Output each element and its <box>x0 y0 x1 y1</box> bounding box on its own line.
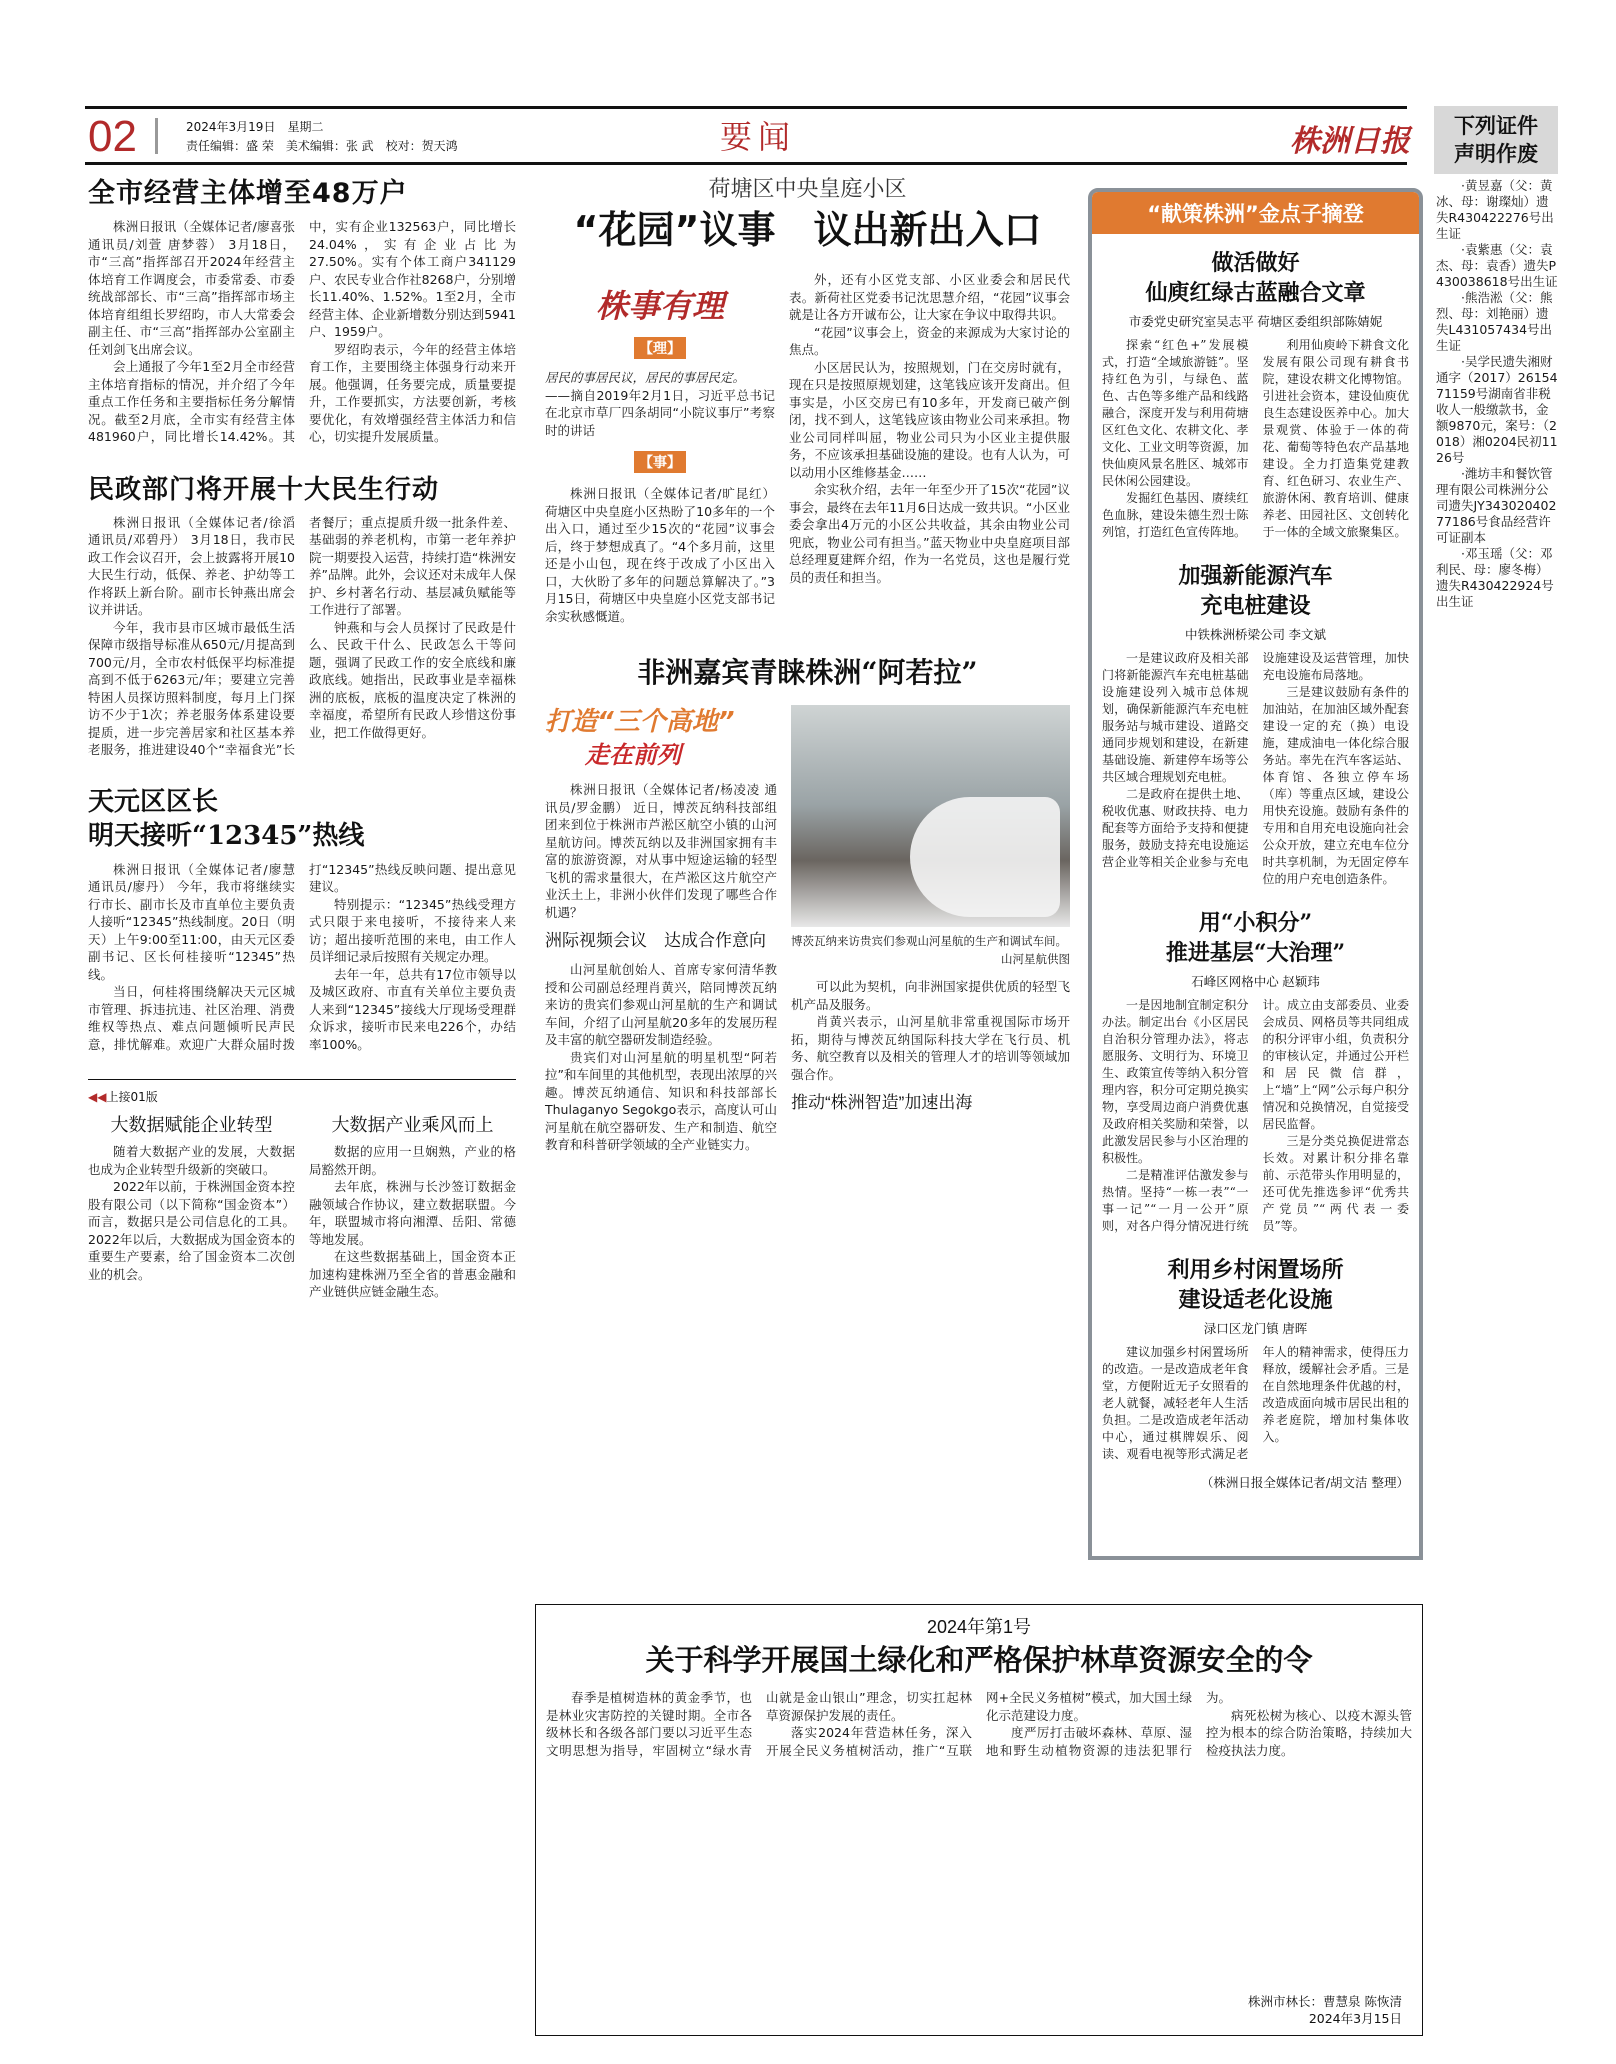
paragraph: 特别提示：“12345”热线受理方式只限于来电接听，不接待来人来访；超出接听范围的来电，由工作人员详细记录后按照有关规定办理。 <box>309 896 516 964</box>
paragraph: 罗绍昀表示，今年的经营主体培育工作，主要围绕主体强身行动来开展。他强调，任务要完成，质量要提升，工作要抓实，方法要创新，考核要优化，有效增强经营主体活力和信心，切实提升发展质量。 <box>309 341 516 444</box>
article-body <box>545 781 777 921</box>
paragraph: 当日，何桂将围绕解决天元区城市管理、拆违抗违、社区治理、消费维权等热点、难点问题倾听民声民意，排忧解难。欢迎广大群众届时拨打“12345”热线反映问题、提出意见建议。 <box>88 861 516 1052</box>
jump-label[interactable]: 上接01版 <box>106 1090 158 1104</box>
paragraph: 度严厉打击破坏森林、草原、湿地和野生动植物资源的违法犯罪行为。 <box>986 1690 1232 1758</box>
paragraph: “花园”议事会上，资金的来源成为大家讨论的焦点。 <box>789 324 1070 357</box>
paragraph: 一是建议政府及相关部门将新能源汽车充电桩基础设施建设列入城市总体规划，确保新能源汽车充电桩服务站与城市建设、道路交通同步规划和建设，在新建基础设施、新建停车场等公共区域合理规划充电桩。 <box>1102 651 1249 784</box>
paragraph: 去年一年，总共有17位市领导以及城区政府、市直有关单位主要负责人来到“12345”接线大厅现场受理群众诉求，接听市民来电226个，办结率100%。 <box>309 966 516 1052</box>
paragraph: 肖黄兴表示，山河星航非常重视国际市场开拓，期待与博茨瓦纳国际科技大学在飞行员、机务、航空教育以及相关的管理人才的培训等领域加强合作。 <box>791 1014 1070 1082</box>
column-logo: 株事有理 <box>595 287 724 325</box>
header-top-rule <box>85 106 1407 109</box>
page-number: 02 <box>88 112 137 161</box>
proposal-byline: 市委党史研究室吴志平 荷塘区委组织部陈婧妮 <box>1128 315 1383 329</box>
paragraph: 一是因地制宜制定积分办法。制定出台《小区居民自治积分管理办法》，将志愿服务、文明行为、环境卫生、政策宣传等纳入积分管理内容，积分可定期兑换实物，享受周边商户消费优惠及政府相关奖励和荣誉，以此激发居民参与小区治理的积极性。 <box>1102 998 1249 1165</box>
proposals-box <box>1088 188 1423 1560</box>
article-garden-council <box>545 172 1070 625</box>
notices-title: 下列证件 <box>1454 114 1538 138</box>
paragraph: 探索“红色+”发展模式，打造“全域旅游链”。坚持红色为引，与绿色、蓝色、古色等多维产品和线路融合，深度开发与利用荷塘区红色文化、农耕文化、孝文化、工业文明等资源，加快仙庾风景名胜区、城郊市民休闲公园建设。 <box>1102 338 1249 488</box>
subheading: 大数据赋能企业转型 <box>110 1115 273 1135</box>
paragraph: 山河星航创始人、首席专家何清华教授和公司副总经理肖黄兴，陪同博茨瓦纳来访的贵宾们参观山河星航的生产和调试车间，介绍了山河星航20多年的发展历程及丰富的航空器研发制造经验。 <box>545 962 777 1047</box>
proposal-title: 用“小积分” <box>1198 910 1313 936</box>
proposal-list <box>1102 248 1409 1463</box>
photo-credit: 山河星航供图 <box>1001 951 1070 966</box>
paragraph: 去年底，株洲与长沙签订数据金融领域合作协议，建立数据联盟。今年，联盟城市将向湘潭、岳阳、常德等地发展。 <box>309 1179 516 1247</box>
headline: 非洲嘉宾青睐株洲“阿若拉” <box>637 656 978 689</box>
paragraph: 小区居民认为，按照规划，门在交房时就有，现在只是按照原规划建，这笔钱应该开发商出。但事实是，小区交房已有10多年，开发商已破产倒闭，找不到人，这笔钱应该由物业公司来承担。物业公司同样叫屈，物业公司只为小区业主提供服务，不应该承担基础设施的建设。也有人认为，可以动用小区维修基金…… <box>789 359 1070 480</box>
notice-item: ·黄昱嘉（父：黄冰、母：谢璨灿）遗失R430422276号出生证 <box>1436 178 1554 241</box>
paragraph: 株洲日报讯（全媒体记者/廖喜张 通讯员/刘萱 唐梦蓉） 3月18日，市“三高”指挥部召开2024年经营主体培育工作调度会，市委常委、市委统战部部长、市“三高”指挥部市场主体培育组组长罗绍昀，市人大常委会副主任、市“三高”指挥部办公室副主任刘剑飞出席会议。 <box>88 219 295 357</box>
notice-item: ·熊浩淞（父：熊烈、母：刘艳丽）遗失L431057434号出生证 <box>1436 290 1553 353</box>
paragraph: 三是分类兑换促进常态长效。对累计积分排名靠前、示范带头作用明显的，还可优先推选参评“优秀共产党员”“两代表一委员”等。 <box>1262 1134 1409 1233</box>
header-bottom-rule <box>85 162 1407 165</box>
notice-item: ·邓玉瑶（父：邓利民、母：廖冬梅）遗失R430422924号出生证 <box>1436 546 1554 609</box>
paragraph: 病死松树为核心、以疫木源头管控为根本的综合防治策略，持续加大检疫执法力度。 <box>1206 1707 1412 1758</box>
paragraph: 株洲日报讯（全媒体记者/徐滔 通讯员/邓碧丹） 3月18日，我市民政工作会议召开，会上披露将开展10大民生行动，低保、养老、护幼等工作将跃上新台阶。副市长钟燕出席会议并讲话。 <box>88 514 295 617</box>
proposals-banner: “献策株洲”金点子摘登 <box>1092 192 1419 234</box>
notice-item: ·袁紫惠（父：袁杰、母：袁香）遗失P430038618号出生证 <box>1436 242 1558 289</box>
subheading: 大数据产业乘风而上 <box>331 1115 494 1135</box>
order-title: 关于科学开展国土绿化和严格保护林草资源安全的令 <box>645 1643 1313 1677</box>
kicker: 荷塘区中央皇庭小区 <box>708 176 907 201</box>
article-hotline <box>88 785 516 1054</box>
article-market-entities <box>88 176 516 446</box>
article-body <box>88 514 516 759</box>
center-column <box>545 172 1070 1154</box>
notice-item: ·吴学民遗失湘财通字（2017）2615471159号湖南省非税收人一般缴款书，金额9870元，案号：（2018）湘0204民初1126号 <box>1436 354 1558 465</box>
proposal-byline: 石峰区网格中心 赵颖玮 <box>1191 975 1320 989</box>
notices-title: 声明作废 <box>1454 142 1538 166</box>
paragraph: 钟燕和与会人员探讨了民政是什么、民政干什么、民政怎么干等问题，强调了民政工作的安全底线和廉政底线。她指出，民政事业是幸福株洲的底板，底板的温度决定了株洲的幸福度，希望所有民政人珍惜这份事业，把工作做得更好。 <box>309 619 516 740</box>
paragraph: 外，还有小区党支部、小区业委会和居民代表。新荷社区党委书记沈思慧介绍，“花园”议事会就是让各方开诚布公，让大家在争议中取得共识。 <box>789 272 1070 322</box>
newspaper-logo: 株洲日报 <box>1290 124 1410 159</box>
quote-source: ——摘自2019年2月1日，习近平总书记在北京市草厂四条胡同“小院议事厅”考察时的讲话 <box>545 387 775 438</box>
header-divider <box>155 118 158 154</box>
proposal-title: 利用乡村闲置场所 <box>1167 1257 1344 1283</box>
headline: 全市经营主体增至48万户 <box>88 178 408 209</box>
banner-line: 打造“三个高地” <box>545 707 735 737</box>
banner-line: 走在前列 <box>585 741 681 769</box>
paragraph: 春季是植树造林的黄金季节，也是林业灾害防控的关键时期。全市各级林长和各级各部门要以习近平生态文明思想为指导，牢固树立“绿水青山就是金山银山”理念，切实扛起林草资源保护发展的责任。 <box>546 1690 972 1758</box>
headline: “花园”议事 议出新出入口 <box>573 208 1042 252</box>
proposal-item <box>1102 1255 1409 1463</box>
proposal-byline: 中铁株洲桥梁公司 李文斌 <box>1185 628 1326 642</box>
left-column <box>88 176 516 1301</box>
article-body <box>88 1143 295 1283</box>
headline: 明天接听“12345”热线 <box>88 820 365 851</box>
paragraph: 可以此为契机，向非洲国家提供优质的轻型飞机产品及服务。 <box>791 979 1070 1012</box>
paragraph: 株洲日报讯（全媒体记者/杨凌凌 通讯员/罗金鹏） 近日，博茨瓦纳科技部组团来到位于株洲市芦淞区航空小镇的山河星航访问。博茨瓦纳以及非洲国家拥有丰富的旅游资源，对从事中短途运输的轻型飞机的需求量很大，在芦淞区这片航空产业沃土上，非洲小伙伴们发现了哪些合作机遇？ <box>545 782 777 920</box>
proposal-title: 加强新能源汽车 <box>1178 563 1333 589</box>
proposal-title: 推进基层“大治理” <box>1165 940 1346 966</box>
proposal-title: 仙庾红绿古蓝融合文章 <box>1145 280 1366 306</box>
proposal-byline: 渌口区龙门镇 唐晖 <box>1203 1322 1308 1336</box>
article-civil-affairs <box>88 472 516 759</box>
article-body <box>791 978 1070 1083</box>
headline: 民政部门将开展十大民生行动 <box>88 474 440 505</box>
jump-arrow-icon: ◀◀ <box>88 1090 107 1104</box>
proposal-title: 建设适老化设施 <box>1178 1287 1333 1313</box>
editors-credit: 责任编辑：盛 荣 美术编辑：张 武 校对：贺天鸿 <box>186 139 458 153</box>
paragraph: 随着大数据产业的发展，大数据也成为企业转型升级新的突破口。 <box>88 1144 295 1177</box>
paragraph: 株洲日报讯（全媒体记者/廖慧 通讯员/廖丹） 今年，我市将继续实行市长、副市长及市直单位主要负责人接听“12345”热线制度。20日（明天）上午9:00至11:00，由天元区委副书记、区长何桂接听“12345”热线。 <box>88 861 295 982</box>
notices-title-box <box>1434 106 1558 174</box>
article-body <box>88 218 516 446</box>
notice-item: ·潍坊丰和餐饮管理有限公司株洲分公司遗失JY34302040277186号食品经营许可证副本 <box>1436 466 1557 545</box>
article-africa-aircraft <box>545 653 1070 1154</box>
proposal-title: 做活做好 <box>1211 250 1300 276</box>
paragraph: 余实秋介绍，去年一年至少开了15次“花园”议事会，最终在去年11月6日达成一致共识。“小区业委会拿出4万元的小区公共收益，其余由物业公司兜底，物业公司有担当。”蓝天物业中央皇庭项目部总经理夏建辉介绍，作为一名党员，这也是履行党员的责任和担当。 <box>789 482 1070 585</box>
article-big-data <box>88 1079 516 1301</box>
article-body <box>1102 997 1409 1235</box>
tag-shi: 【事】 <box>634 451 686 473</box>
paragraph: 2022年以前，于株洲国金资本控股有限公司（以下简称“国金资本”）而言，数据只是公司信息化的工具。2022年以后，大数据成为国金资本的重要生产要素，给了国金资本二次创业的机会。 <box>88 1179 295 1282</box>
paragraph: 在这些数据基础上，国金资本正加速构建株洲乃至全省的普惠金融和产业链供应链金融生态。 <box>309 1249 516 1299</box>
article-body <box>1434 178 1558 610</box>
subheading: 推动“株洲智造”加速出海 <box>791 1093 973 1112</box>
subheading: 洲际视频会议 达成合作意向 <box>545 931 766 950</box>
photo-caption <box>791 933 1070 968</box>
caption-text: 博茨瓦纳来访贵宾们参观山河星航的生产和调试车间。 <box>791 934 1067 948</box>
paragraph: 会上通报了今年1至2月全市经营主体培育指标的情况，并介绍了今年重点工作任务和主要指标任务分解情况。截至2月底，全市实有经营主体481960户，同比增长14.42%。其中，实有企业132563户，同比增长24.04%，实有企业占比为27.50%。实有个体工商户341129户、农民专业合作社8268户，分别增长11.40%、1.52%。1至2月，全市经营主体、企业新增数分别达到5941户、1959户。 <box>88 219 516 444</box>
proposal-item <box>1102 908 1409 1235</box>
article-body <box>1102 337 1409 541</box>
paragraph: 发掘红色基因、赓续红色血脉，建设朱德生烈士陈列馆，打造红色宣传阵地。 <box>1102 491 1249 539</box>
proposals-footer: （株洲日报全媒体记者/胡文洁 整理） <box>1200 1475 1409 1490</box>
lost-notices <box>1434 106 1558 610</box>
article-body <box>545 961 777 1154</box>
photo-visitors-aircraft <box>791 705 1070 927</box>
article-body <box>88 861 516 1054</box>
section-title: 要闻 <box>720 118 797 156</box>
headline: 天元区区长 <box>88 786 219 817</box>
issue-date: 2024年3月19日 星期二 <box>186 120 324 134</box>
proposal-item <box>1102 248 1409 541</box>
paragraph: 利用仙庾岭下耕食文化发展有限公司现有耕食书院，建设农耕文化博物馆。引进社会资本，建设仙庾优良生态建设医养中心。加大景观赏、体验于一体的荷花、葡萄等特色农产品基地建设。全力打造集党建教育、红色研习、农业生产、旅游休闲、教育培训、健康养老、田园社区、文创转化于一体的全域文旅聚集区。 <box>1262 338 1409 539</box>
quote: 居民的事居民议，居民的事居民定。 <box>545 370 746 385</box>
paragraph: 数据的应用一旦娴熟，产业的格局豁然开朗。 <box>309 1144 516 1177</box>
paragraph: 建议加强乡村闲置场所的改造。一是改造成老年食堂，方便附近无子女照看的老人就餐，减轻老年人生活负担。二是改造成老年活动中心，通过棋牌娱乐、阅读、观看电视等形式满足老年人的精神需求，使得压力释放，缓解社会矛盾。三是在自然地理条件优越的村，改造成面向城市居民出租的养老庭院，增加村集体收入。 <box>1102 1345 1409 1461</box>
proposal-item <box>1102 561 1409 888</box>
order-date: 2024年3月15日 <box>1308 2011 1402 2026</box>
paragraph: 落实2024年营造林任务，深入开展全民义务植树活动，推广“互联网+全民义务植树”模式，加大国土绿化示范建设力度。 <box>766 1690 1192 1758</box>
tag-li: 【理】 <box>634 337 686 359</box>
paragraph: 今年，我市县市区城市最低生活保障市级指导标准从650元/月提高到700元/月，全市农村低保平均标准提高到不低于6263元/年；要建立完善特困人员探访照料制度，每月上门探访不少于1次；养老服务体系建设要提质，进一步完善居家和社区基本养老服务，推进建设40个“幸福食光”长者餐厅；重点提质升级一批条件差、基础弱的养老机构，市第一老年养护院一期要投入运营，持续打造“株洲安养”品牌。此外，会议还对未成年人保护、乡村著名行动、基层减负赋能等工作进行了部署。 <box>88 514 516 757</box>
article-body <box>1102 650 1409 888</box>
paragraph: 二是政府在提供土地、税收优惠、财政扶持、电力配套等方面给予支持和便捷服务，鼓励支持充电设施运营企业等相关企业参与充电设施建设及运营管理，加快充电设施布局落地。 <box>1102 651 1409 869</box>
article-body <box>546 1689 1412 1759</box>
article-body <box>1102 1344 1409 1463</box>
paragraph: 贵宾们对山河星航的明星机型“阿若拉”和车间里的其他机型，表现出浓厚的兴趣。博茨瓦纳通信、知识和科技部部长Thulaganyo Segokgo表示，高度认可山河星航在航空器研发、生产和制造、航空教育和科普研学领域的全产业链实力。 <box>545 1049 777 1152</box>
forest-chief-order <box>535 1604 1423 2036</box>
article-body <box>309 1143 516 1301</box>
paragraph: 二是精准评估激发参与热情。坚持“一栋一表”“一事一记”“一月一公开”原则，对各户得分情况进行统计。成立由支部委员、业委会成员、网格员等共同组成的积分评审小组，负责积分的审核认定，并通过公开栏和居民微信群，上“墙”上“网”公示每户积分情况和兑换情况，自觉接受居民监督。 <box>1102 998 1409 1233</box>
order-signature: 株洲市林长：曹慧泉 陈恢清 <box>1248 1994 1402 2009</box>
order-number: 2024年第1号 <box>926 1617 1032 1637</box>
proposal-title: 充电桩建设 <box>1200 593 1311 619</box>
lead-paragraph: 株洲日报讯（全媒体记者/旷昆红） 荷塘区中央皇庭小区热盼了10多年的一个出入口，通过至少15次的“花园”议事会后，终于梦想成真了。“4个多月前，这里还是小山包，现在终于改成了小区出入口，大伙盼了多年的问题总算解决了。”3月15日，荷塘区中央皇庭小区党支部书记余实秋感慨道。 <box>545 486 775 624</box>
paragraph: 三是建议鼓励有条件的加油站，在加油区域外配套建设一定的充（换）电设施，建成油电一体化综合服务站。率先在汽车客运站、体育馆、各独立停车场（库）等重点区域，建设公用快充设施。鼓励有条件的专用和自用充电设施向社会公众开放，建立充电车位分时共享机制，为无固定停车位的用户充电创造条件。 <box>1262 685 1409 886</box>
